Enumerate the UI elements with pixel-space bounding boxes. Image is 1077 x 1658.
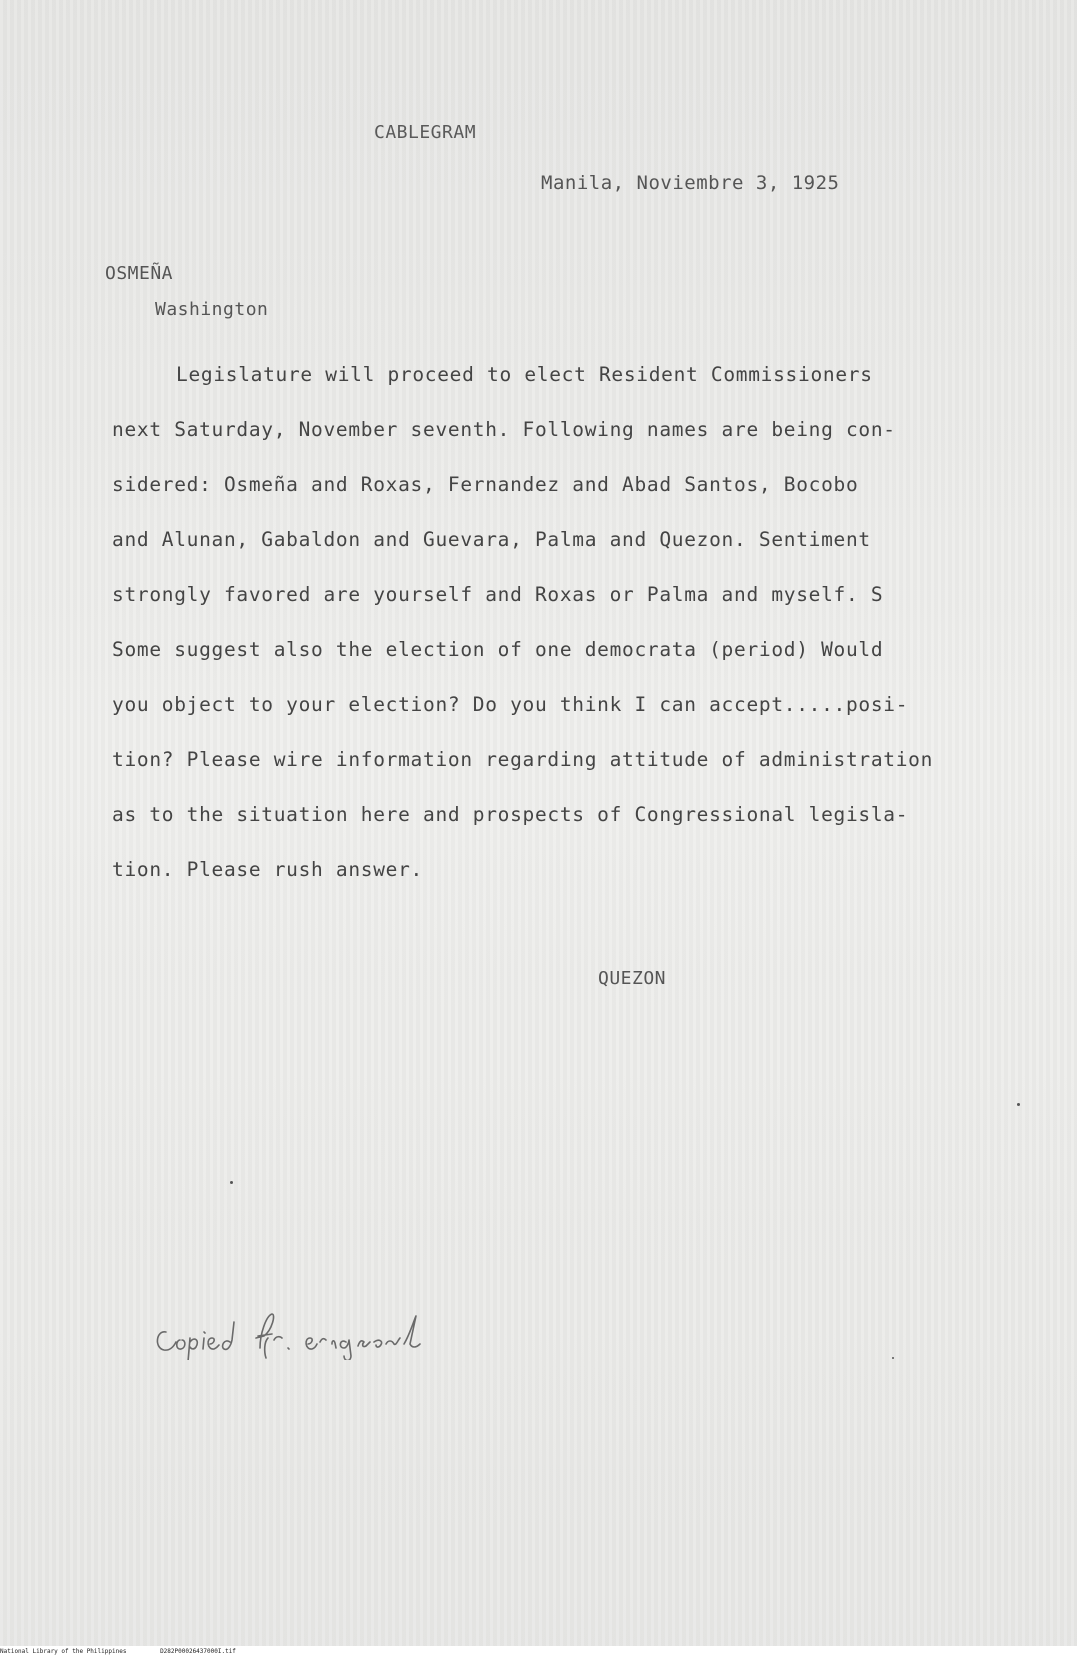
paper-speck (230, 1181, 233, 1184)
handwritten-note-copied-from-original (148, 1290, 548, 1360)
addressee: OSMEÑA (105, 263, 174, 284)
archive-footer (0, 1646, 1077, 1658)
paper-speck (892, 1357, 894, 1359)
document-heading: CABLEGRAM (374, 122, 477, 143)
body-line: strongly favored are yourself and Roxas or Palma and myself. S (112, 583, 884, 606)
body-line: sidered: Osmeña and Roxas, Fernandez and Abad Santos, Bocobo (112, 473, 859, 496)
body-line: Some suggest also the election of one democrata (period) Would (112, 638, 884, 661)
date-line: Manila, Noviembre 3, 1925 (541, 172, 840, 194)
body-line: you object to your election? Do you think I can accept.....posi- (112, 693, 909, 716)
signature: QUEZON (598, 968, 667, 989)
body-line: and Alunan, Gabaldon and Guevara, Palma and Quezon. Sentiment (112, 528, 871, 551)
file-id: D282P00026437000I.tif (160, 1648, 236, 1655)
body-line: Legislature will proceed to elect Resident Commissioners (176, 363, 873, 386)
body-line: as to the situation here and prospects of Congressional legisla- (112, 803, 909, 826)
addressee-city: Washington (155, 299, 269, 320)
body-line: next Saturday, November seventh. Following names are being con- (112, 418, 896, 441)
body-line: tion. Please rush answer. (112, 858, 423, 881)
archive-name: National Library of the Philippines (0, 1648, 127, 1655)
body-line: tion? Please wire information regarding attitude of administration (112, 748, 934, 771)
paper-speck (1017, 1103, 1020, 1106)
